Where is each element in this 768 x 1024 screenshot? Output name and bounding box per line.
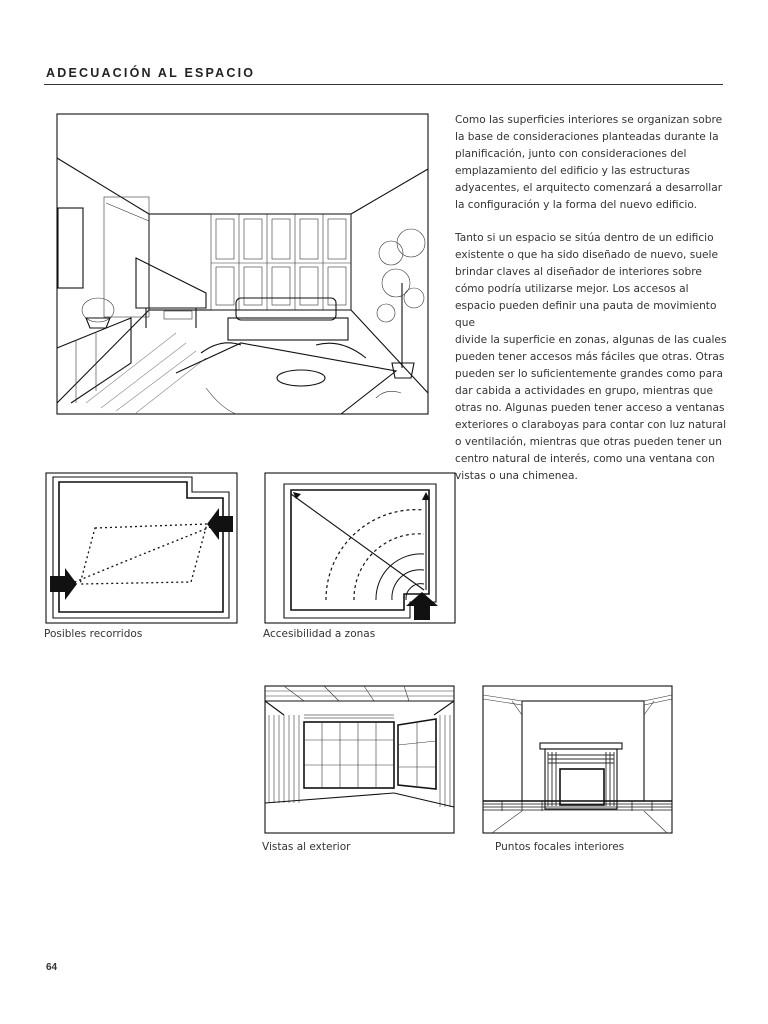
caption-recorridos: Posibles recorridos [44, 628, 143, 640]
text-line: pueden ser lo suficientemente grandes como para [455, 368, 723, 380]
fireplace-illustration [482, 685, 673, 834]
text-line: pueden tener accesos más fáciles que otras. Otras [455, 351, 725, 363]
text-line: espacio pueden definir una pauta de movimiento que [455, 300, 717, 329]
text-line: o ventilación, mientras que otras pueden tener un [455, 436, 722, 448]
interior-perspective-illustration [56, 113, 430, 416]
text-line: emplazamiento del edificio y las estructuras [455, 165, 690, 177]
text-line: planificación, junto con consideraciones del [455, 148, 687, 160]
caption-vistas: Vistas al exterior [262, 841, 351, 853]
window-view-illustration [264, 685, 455, 834]
text-line: divide la superficie en zonas, algunas de las cuales [455, 334, 727, 346]
text-line: adyacentes, el arquitecto comenzará a desarrollar [455, 182, 723, 194]
text-line: centro natural de interés, como una ventana con [455, 453, 715, 465]
text-line: dar cabida a actividades en grupo, mientras que [455, 385, 714, 397]
text-line: existente o que ha sido diseñado de nuevo, suele [455, 249, 719, 261]
text-line: Tanto si un espacio se sitúa dentro de un edificio [455, 232, 714, 244]
paragraph-1 [455, 112, 727, 214]
circulation-diagram [45, 472, 238, 624]
page-title: ADECUACIÓN AL ESPACIO [46, 66, 256, 80]
caption-accesibilidad: Accesibilidad a zonas [263, 628, 376, 640]
header-rule [44, 84, 723, 85]
text-line: la configuración y la forma del nuevo edificio. [455, 199, 698, 211]
text-line: vistas o una chimenea. [455, 470, 578, 482]
caption-focales: Puntos focales interiores [495, 841, 625, 853]
accessibility-diagram [264, 472, 456, 624]
text-line: Como las superficies interiores se organizan sobre [455, 114, 723, 126]
text-line: exteriores o claraboyas para contar con luz natural [455, 419, 727, 431]
text-line: otras no. Algunas pueden tener acceso a ventanas [455, 402, 725, 414]
text-line: brindar claves al diseñador de interiores sobre [455, 266, 702, 278]
text-line: cómo podría utilizarse mejor. Los accesos al [455, 283, 689, 295]
page-number: 64 [46, 962, 58, 973]
paragraph-2 [455, 230, 727, 485]
text-line: la base de consideraciones planteadas durante la [455, 131, 719, 143]
